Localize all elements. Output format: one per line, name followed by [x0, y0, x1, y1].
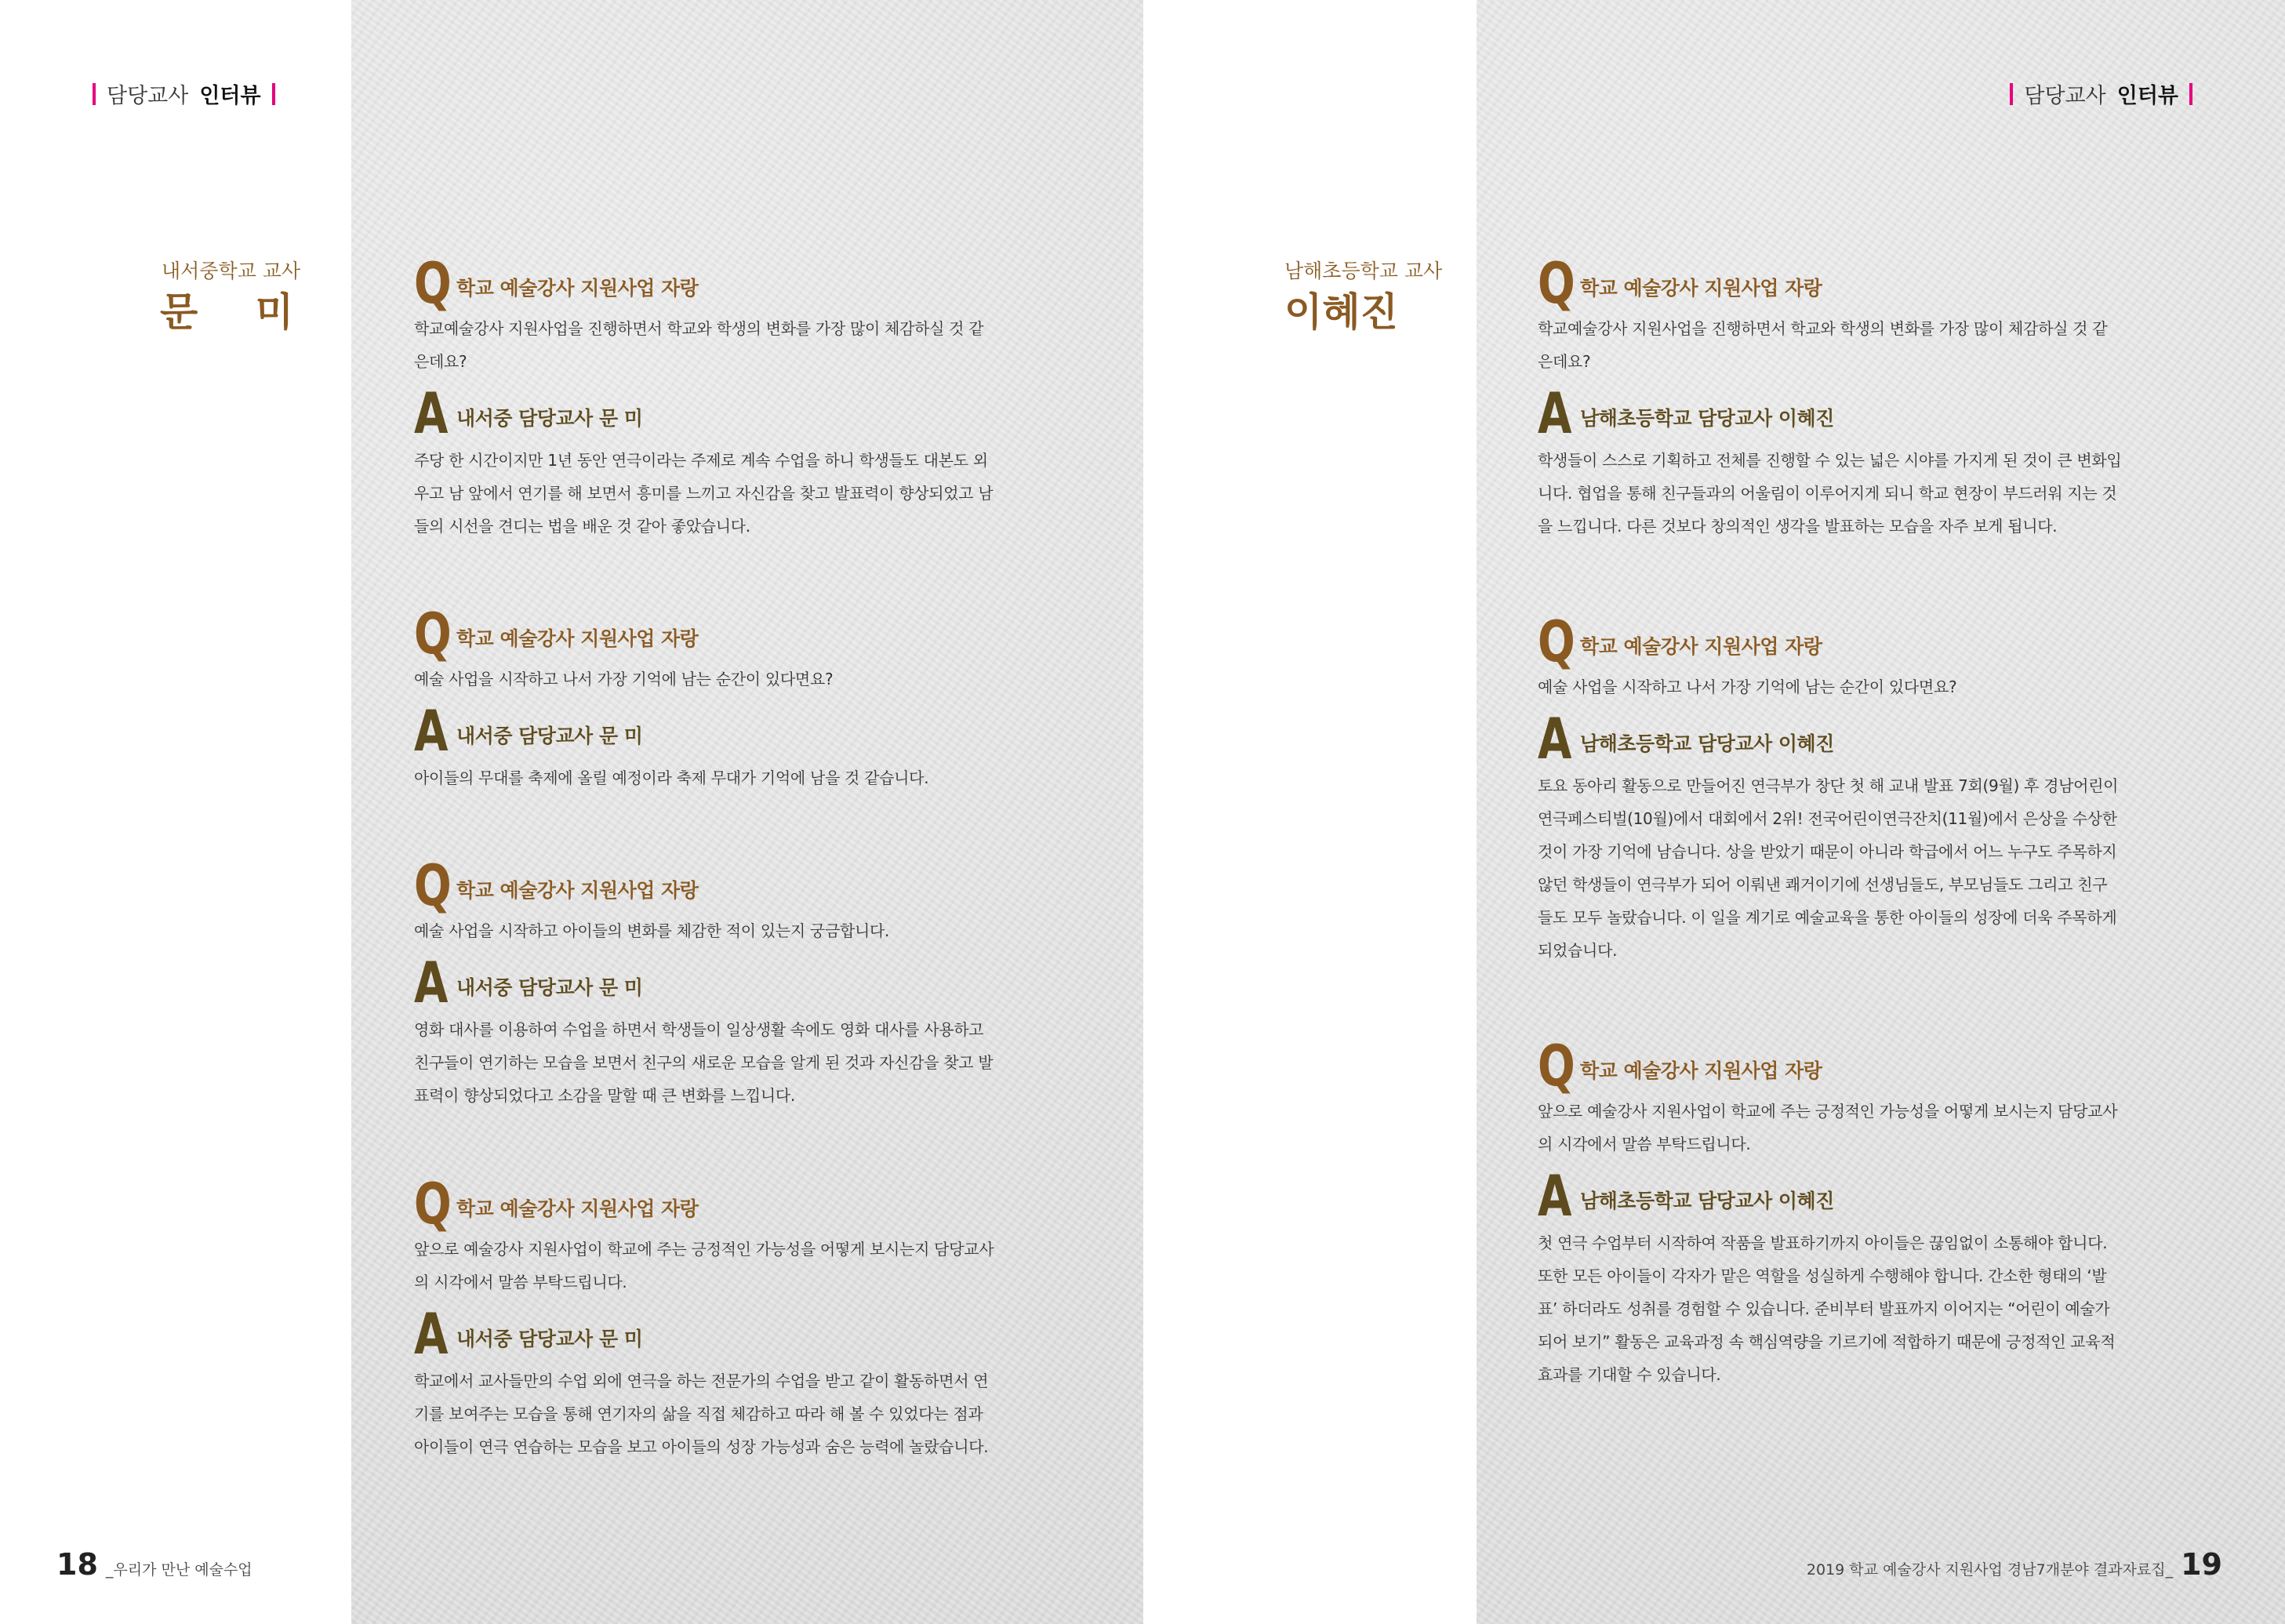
a-letter-icon: A: [414, 380, 449, 446]
a-letter-icon: A: [1538, 380, 1572, 446]
answer-text: 아이들의 무대를 축제에 올릴 예정이라 축제 무대가 기억에 남을 것 같습니다.: [414, 768, 929, 787]
answer-title: 내서중 담당교사 문 미: [456, 976, 643, 999]
qa-block: [1538, 609, 2122, 967]
teacher-school-left: 내서중학교 교사: [162, 260, 300, 282]
question-title: 학교 예술강사 지원사업 자랑: [1580, 277, 1822, 300]
a-letter-icon: A: [1538, 1163, 1572, 1229]
question-text: 앞으로 예술강사 지원사업이 학교에 주는 긍정적인 가능성을 어떻게 보시는지 담당교사의 시각에서 말씀 부탁드립니다.: [1538, 1102, 2118, 1154]
answer-title: 남해초등학교 담당교사 이혜진: [1580, 407, 1834, 430]
q-letter-icon: Q: [414, 601, 452, 667]
question-title: 학교 예술강사 지원사업 자랑: [456, 1197, 699, 1220]
qa-block: [1538, 1033, 2122, 1391]
q-letter-icon: Q: [1538, 250, 1575, 316]
footer-text-left: _우리가 만난 예술수업: [105, 1561, 252, 1579]
teacher-school-right: 남해초등학교 교사: [1284, 260, 1443, 282]
qa-block: [414, 852, 998, 1112]
q-letter-icon: Q: [414, 852, 452, 918]
page-number-left: 18: [56, 1547, 98, 1582]
answer-text: 토요 동아리 활동으로 만들어진 연극부가 창단 첫 해 교내 발표 7회(9월) 후 경남어린이연극페스티벌(10월)에서 대회에서 2위! 전국어린이연극잔치(11월)에서 은상을 수상한 것이 가장 기억에 남습니다. 상을 받았기 때문이 아니라 학급에서 어느 누구도 주목하지 않던 학생들이 연극부가 되어 이뤄낸 쾌거이기에 선생님들도, 부모님들도 그리고 친구들도 모두 놀랐습니다. 이 일을 계기로 예술교육을 통한 아이들의 성장에 더욱 주목하게 되었습니다.: [1538, 776, 2119, 960]
footer-right: [1807, 1547, 2222, 1582]
a-letter-icon: A: [414, 698, 449, 764]
answer-title: 내서중 담당교사 문 미: [456, 407, 643, 430]
header-bar-icon: [93, 83, 96, 105]
header-prefix: 담당교사: [107, 84, 189, 108]
question-text: 앞으로 예술강사 지원사업이 학교에 주는 긍정적인 가능성을 어떻게 보시는지 담당교사의 시각에서 말씀 부탁드립니다.: [414, 1240, 994, 1292]
question-text: 예술 사업을 시작하고 나서 가장 기억에 남는 순간이 있다면요?: [414, 670, 834, 688]
a-letter-icon: A: [414, 1301, 449, 1367]
qa-block: [414, 250, 998, 543]
header-bar-icon: [2189, 83, 2192, 105]
q-letter-icon: Q: [414, 1171, 452, 1237]
answer-title: 내서중 담당교사 문 미: [456, 725, 643, 747]
section-header-left: [93, 78, 275, 109]
qa-block: [414, 1171, 998, 1463]
q-letter-icon: Q: [1538, 609, 1575, 674]
answer-title: 남해초등학교 담당교사 이혜진: [1580, 732, 1834, 755]
a-letter-icon: A: [1538, 706, 1572, 772]
teacher-name-left: 문 미: [160, 289, 316, 335]
answer-text: 학생들이 스스로 기획하고 전체를 진행할 수 있는 넓은 시야를 가지게 된 것이 큰 변화입니다. 협업을 통해 친구들과의 어울림이 이루어지게 되니 학교 현장이 부드러워 지는 것을 느낍니다. 다른 것보다 창의적인 생각을 발표하는 모습을 자주 보게 됩니다.: [1538, 451, 2122, 536]
question-text: 학교예술강사 지원사업을 진행하면서 학교와 학생의 변화를 가장 많이 체감하실 것 같은데요?: [1538, 319, 2108, 371]
teacher-name-right: 이혜진: [1284, 289, 1398, 335]
question-text: 학교예술강사 지원사업을 진행하면서 학교와 학생의 변화를 가장 많이 체감하실 것 같은데요?: [414, 319, 984, 371]
answer-text: 학교에서 교사들만의 수업 외에 연극을 하는 전문가의 수업을 받고 같이 활동하면서 연기를 보여주는 모습을 통해 연기자의 삶을 직접 체감하고 따라 해 볼 수 있었다는 점과 아이들이 연극 연습하는 모습을 보고 아이들의 성장 가능성과 숨은 능력에 놀랐습니다.: [414, 1371, 989, 1456]
answer-title: 내서중 담당교사 문 미: [456, 1328, 643, 1350]
question-title: 학교 예술강사 지원사업 자랑: [1580, 1059, 1822, 1082]
header-bold: 인터뷰: [199, 84, 261, 108]
qa-block: [414, 601, 998, 794]
question-title: 학교 예술강사 지원사업 자랑: [456, 627, 699, 650]
answer-text: 영화 대사를 이용하여 수업을 하면서 학생들이 일상생활 속에도 영화 대사를 사용하고 친구들이 연기하는 모습을 보면서 친구의 새로운 모습을 알게 된 것과 자신감을 찾고 발표력이 향상되었다고 소감을 말할 때 큰 변화를 느낍니다.: [414, 1020, 994, 1105]
question-title: 학교 예술강사 지원사업 자랑: [456, 879, 699, 902]
q-letter-icon: Q: [414, 250, 452, 316]
answer-text: 주당 한 시간이지만 1년 동안 연극이라는 주제로 계속 수업을 하니 학생들도 대본도 외우고 남 앞에서 연기를 해 보면서 흥미를 느끼고 자신감을 찾고 발표력이 향상되었고 남들의 시선을 견디는 법을 배운 것 같아 좋았습니다.: [414, 451, 994, 536]
answer-title: 남해초등학교 담당교사 이혜진: [1580, 1190, 1834, 1212]
answer-text: 첫 연극 수업부터 시작하여 작품을 발표하기까지 아이들은 끊임없이 소통해야 합니다. 또한 모든 아이들이 각자가 맡은 역할을 성실하게 수행해야 합니다. 간소한 형태의 ‘발표’ 하더라도 성취를 경험할 수 있습니다. 준비부터 발표까지 이어지는 “어린이 예술가 되어 보기” 활동은 교육과정 속 핵심역량을 기르기에 적합하기 때문에 긍정적인 교육적 효과를 기대할 수 있습니다.: [1538, 1233, 2116, 1384]
q-letter-icon: Q: [1538, 1033, 1575, 1099]
footer-text-right: 2019 학교 예술강사 지원사업 경남7개분야 결과자료집_: [1806, 1561, 2174, 1579]
header-bar-icon: [2010, 83, 2013, 105]
page-number-right: 19: [2181, 1547, 2222, 1582]
qa-block: [1538, 250, 2122, 543]
question-title: 학교 예술강사 지원사업 자랑: [1580, 635, 1822, 658]
header-bar-icon: [272, 83, 275, 105]
a-letter-icon: A: [414, 950, 449, 1015]
header-prefix: 담당교사: [2024, 84, 2106, 108]
header-bold: 인터뷰: [2116, 84, 2178, 108]
question-text: 예술 사업을 시작하고 아이들의 변화를 체감한 적이 있는지 궁금합니다.: [414, 921, 890, 940]
question-title: 학교 예술강사 지원사업 자랑: [456, 277, 699, 300]
question-text: 예술 사업을 시작하고 나서 가장 기억에 남는 순간이 있다면요?: [1538, 678, 1957, 696]
section-header-right: [2010, 78, 2192, 109]
footer-left: [56, 1547, 252, 1582]
